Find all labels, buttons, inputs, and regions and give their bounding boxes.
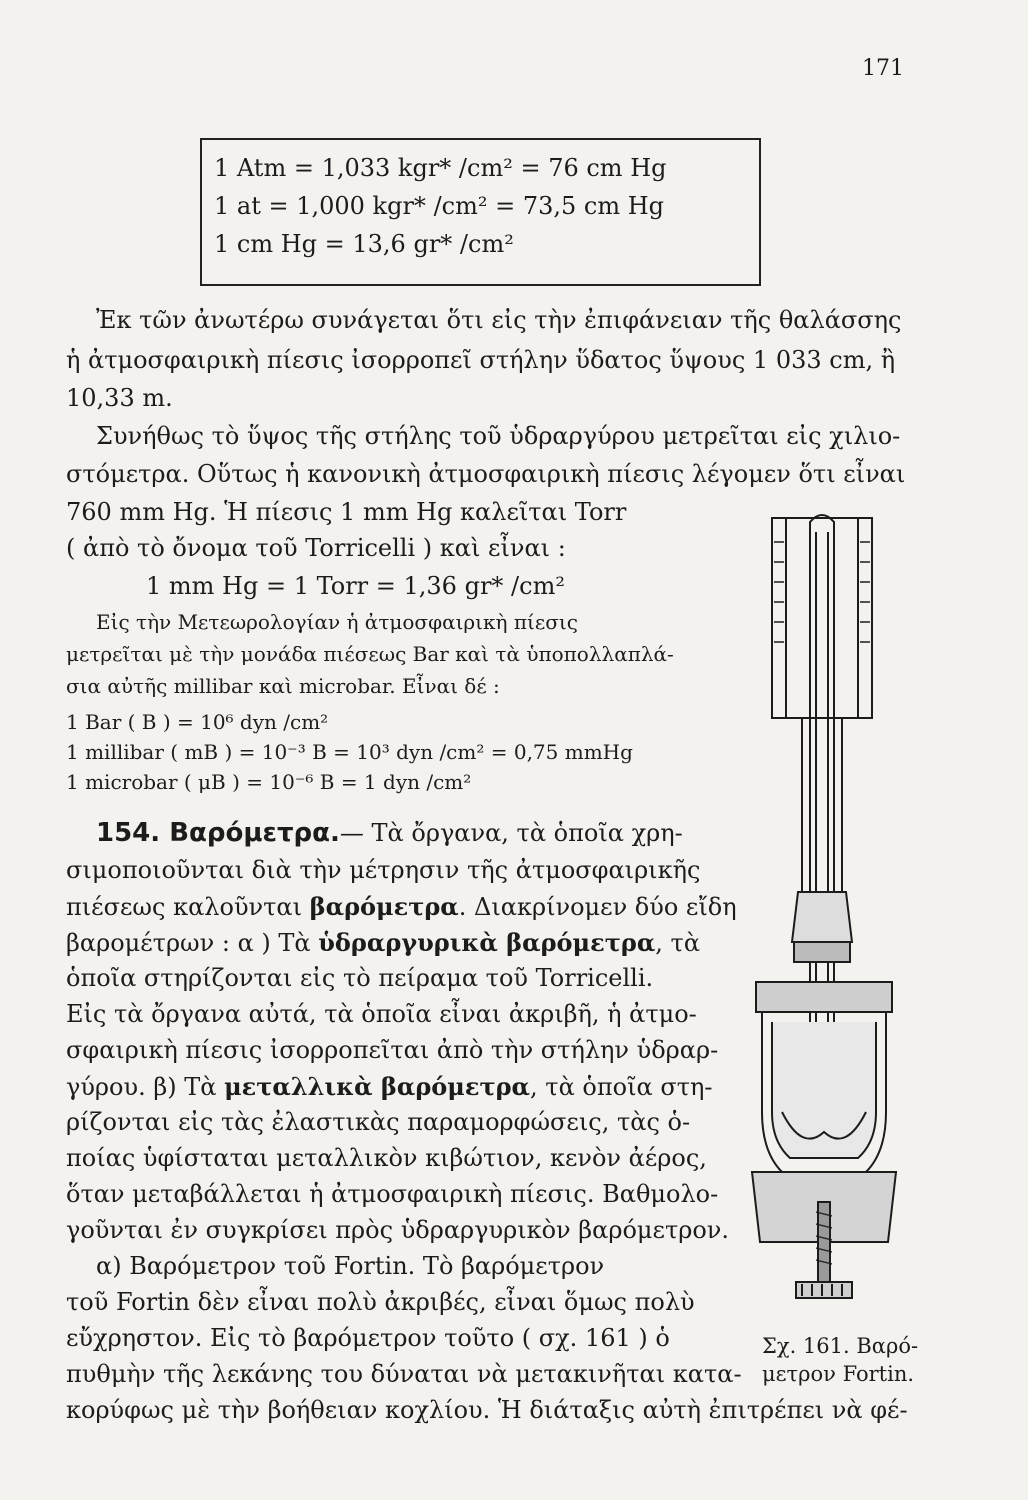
term-barometers: βαρόμετρα	[309, 892, 459, 921]
figure-caption-line2: μετρον Fortin.	[762, 1362, 915, 1386]
text-span: βαρομέτρων : α ) Τὰ	[66, 929, 311, 957]
text-line	[66, 928, 700, 957]
text-line: ἡ ἀτμοσφαιρικὴ πίεσις ἰσορροπεῖ στήλην ὕδατος ὕψους 1 033 cm, ἢ	[66, 346, 896, 374]
term-mercury-barometers: ὑδραργυρικὰ βαρόμετρα	[318, 928, 656, 957]
text-line: σιμοποιοῦνται διὰ τὴν μέτρησιν τῆς ἀτμοσφαιρικῆς	[66, 856, 701, 884]
equation-torr: 1 mm Hg = 1 Torr = 1,36 gr* /cm²	[146, 572, 565, 600]
text-span: , τὰ	[655, 929, 701, 957]
page-number: 171	[862, 56, 904, 81]
microbar-definition: 1 microbar ( μB ) = 10⁻⁶ B = 1 dyn /cm²	[66, 770, 472, 794]
millibar-definition: 1 millibar ( mB ) = 10⁻³ B = 10³ dyn /cm² = 0,75 mmHg	[66, 740, 633, 764]
text-span: γύρου. β) Τὰ	[66, 1073, 217, 1101]
text-line: ὅταν μεταβάλλεται ἡ ἀτμοσφαιρικὴ πίεσις. Βαθμολο-	[66, 1180, 719, 1208]
text-line: Συνήθως τὸ ὕψος τῆς στήλης τοῦ ὑδραργύρου μετρεῖται εἰς χιλιο-	[96, 422, 901, 450]
text-line: κορύφως μὲ τὴν βοήθειαν κοχλίου. Ἡ διάταξις αὐτὴ ἐπιτρέπει νὰ φέ-	[66, 1396, 908, 1424]
units-line-at: 1 at = 1,000 kgr* /cm² = 73,5 cm Hg	[214, 192, 665, 220]
text-line	[66, 1072, 712, 1101]
text-line: μετρεῖται μὲ τὴν μονάδα πιέσεως Bar καὶ τὰ ὑποπολλαπλά-	[66, 642, 674, 666]
text-span: . Διακρίνομεν δύο εἴδη	[458, 893, 737, 921]
text-line: ποίας ὑφίσταται μεταλλικὸν κιβώτιον, κενὸν ἀέρος,	[66, 1144, 707, 1172]
text-line: τοῦ Fortin δὲν εἶναι πολὺ ἀκριβές, εἶναι ὅμως πολὺ	[66, 1288, 695, 1316]
units-line-atm: 1 Atm = 1,033 kgr* /cm² = 76 cm Hg	[214, 154, 667, 182]
text-line: γοῦνται ἐν συγκρίσει πρὸς ὑδραργυρικὸν βαρόμετρον.	[66, 1216, 729, 1244]
text-line: Εἰς τὴν Μετεωρολογίαν ἡ ἀτμοσφαιρικὴ πίεσις	[96, 610, 578, 634]
text-line: ρίζονται εἰς τὰς ἐλαστικὰς παραμορφώσεις, τὰς ὁ-	[66, 1108, 691, 1136]
text-line: 10,33 m.	[66, 384, 173, 412]
section-lead: — Τὰ ὄργανα, τὰ ὁποῖα χρη-	[339, 819, 683, 847]
text-span: πιέσεως καλοῦνται	[66, 893, 303, 921]
units-line-cmhg: 1 cm Hg = 13,6 gr* /cm²	[214, 230, 514, 258]
text-line: 760 mm Hg. Ἡ πίεσις 1 mm Hg καλεῖται Torr	[66, 498, 627, 526]
section-heading-154	[96, 818, 683, 848]
fortin-barometer-figure	[742, 512, 906, 1324]
text-line: Εἰς τὰ ὄργανα αὐτά, τὰ ὁποῖα εἶναι ἀκριβῆ, ἡ ἀτμο-	[66, 1000, 697, 1028]
text-line: σφαιρικὴ πίεσις ἰσορροπεῖται ἀπὸ τὴν στήλην ὑδραρ-	[66, 1036, 719, 1064]
text-line: εὔχρηστον. Εἰς τὸ βαρόμετρον τοῦτο ( σχ. 161 ) ὁ	[66, 1324, 670, 1352]
subsection-fortin: α) Βαρόμετρον τοῦ Fortin. Τὸ βαρόμετρον	[96, 1252, 605, 1280]
figure-caption-line1: Σχ. 161. Βαρό-	[762, 1334, 919, 1358]
text-line: πυθμὴν τῆς λεκάνης του δύναται νὰ μετακινῆται κατα-	[66, 1360, 742, 1388]
text-line: ( ἀπὸ τὸ ὄνομα τοῦ Torricelli ) καὶ εἶναι :	[66, 534, 566, 562]
text-line: στόμετρα. Οὕτως ἡ κανονικὴ ἀτμοσφαιρικὴ πίεσις λέγομεν ὅτι εἶναι	[66, 460, 906, 488]
units-box	[200, 138, 761, 286]
section-title: 154. Βαρόμετρα.	[96, 818, 340, 848]
bar-definition: 1 Bar ( B ) = 10⁶ dyn /cm²	[66, 710, 329, 734]
text-line: ὁποῖα στηρίζονται εἰς τὸ πείραμα τοῦ Torricelli.	[66, 964, 654, 992]
text-line: σια αὐτῆς millibar καὶ microbar. Εἶναι δέ :	[66, 674, 500, 698]
text-line: Ἐκ τῶν ἀνωτέρω συνάγεται ὅτι εἰς τὴν ἐπιφάνειαν τῆς θαλάσσης	[96, 306, 902, 334]
text-line	[66, 892, 737, 921]
term-metal-barometers: μεταλλικὰ βαρόμετρα	[224, 1072, 531, 1101]
text-span: , τὰ ὁποῖα στη-	[530, 1073, 713, 1101]
